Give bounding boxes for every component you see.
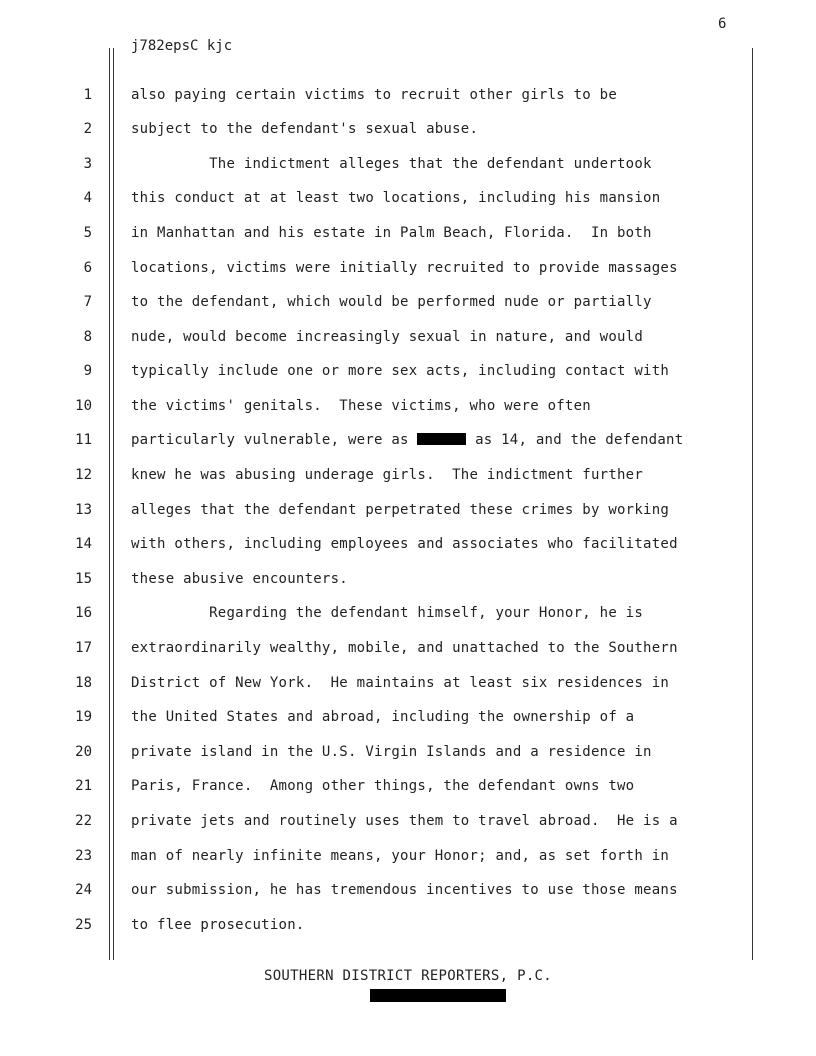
left-margin-rule-inner [113,48,114,960]
line-number: 5 [83,225,92,241]
case-header: j782epsC kjc [131,38,233,54]
transcript-line: private island in the U.S. Virgin Islands and a residence in [131,744,652,760]
transcript-line: Paris, France. Among other things, the defendant owns two [131,778,635,794]
line-number: 2 [83,121,92,137]
right-margin-rule [752,48,753,960]
left-margin-rule [109,48,110,960]
line-number: 1 [83,87,92,103]
transcript-text: particularly vulnerable, were as [131,432,418,448]
transcript-line: with others, including employees and associates who facilitated [131,536,678,552]
line-number: 14 [75,536,92,552]
transcript-line: locations, victims were initially recruited to provide massages [131,260,678,276]
redaction-bar [417,433,466,445]
line-number: 17 [75,640,92,656]
transcript-line: nude, would become increasingly sexual in nature, and would [131,329,644,345]
line-number: 12 [75,467,92,483]
transcript-text: as 14, and the defendant [466,432,684,448]
transcript-line: extraordinarily wealthy, mobile, and unattached to the Southern [131,640,678,656]
transcript-line: the victims' genitals. These victims, who were often [131,398,591,414]
page-number: 6 [718,16,727,32]
line-number: 13 [75,502,92,518]
line-number: 19 [75,709,92,725]
transcript-line: man of nearly infinite means, your Honor; and, as set forth in [131,848,670,864]
line-number: 7 [83,294,92,310]
line-number: 21 [75,778,92,794]
footer-redaction-bar [370,989,506,1002]
line-number: 18 [75,675,92,691]
line-number: 24 [75,882,92,898]
transcript-line: also paying certain victims to recruit other girls to be [131,87,618,103]
transcript-line: typically include one or more sex acts, including contact with [131,363,670,379]
transcript-line: in Manhattan and his estate in Palm Beach, Florida. In both [131,225,652,241]
transcript-line: private jets and routinely uses them to travel abroad. He is a [131,813,678,829]
transcript-line: subject to the defendant's sexual abuse. [131,121,479,137]
transcript-line: these abusive encounters. [131,571,348,587]
transcript-line: to flee prosecution. [131,917,305,933]
transcript-line: knew he was abusing underage girls. The indictment further [131,467,644,483]
line-number: 9 [83,363,92,379]
line-number: 22 [75,813,92,829]
transcript-line: Regarding the defendant himself, your Honor, he is [131,605,644,621]
line-number: 10 [75,398,92,414]
line-number: 15 [75,571,92,587]
transcript-line: our submission, he has tremendous incentives to use those means [131,882,678,898]
transcript-line: District of New York. He maintains at least six residences in [131,675,670,691]
line-number: 25 [75,917,92,933]
transcript-line: the United States and abroad, including the ownership of a [131,709,635,725]
line-number: 3 [83,156,92,172]
line-number: 16 [75,605,92,621]
line-number: 23 [75,848,92,864]
line-number: 6 [83,260,92,276]
transcript-line: alleges that the defendant perpetrated these crimes by working [131,502,670,518]
transcript-line: this conduct at at least two locations, including his mansion [131,190,661,206]
reporter-footer: SOUTHERN DISTRICT REPORTERS, P.C. [263,968,553,984]
transcript-line [131,432,683,448]
transcript-line: to the defendant, which would be performed nude or partially [131,294,652,310]
line-number: 20 [75,744,92,760]
line-number: 11 [75,432,92,448]
transcript-line: The indictment alleges that the defendant undertook [131,156,652,172]
line-number: 4 [83,190,92,206]
line-number: 8 [83,329,92,345]
